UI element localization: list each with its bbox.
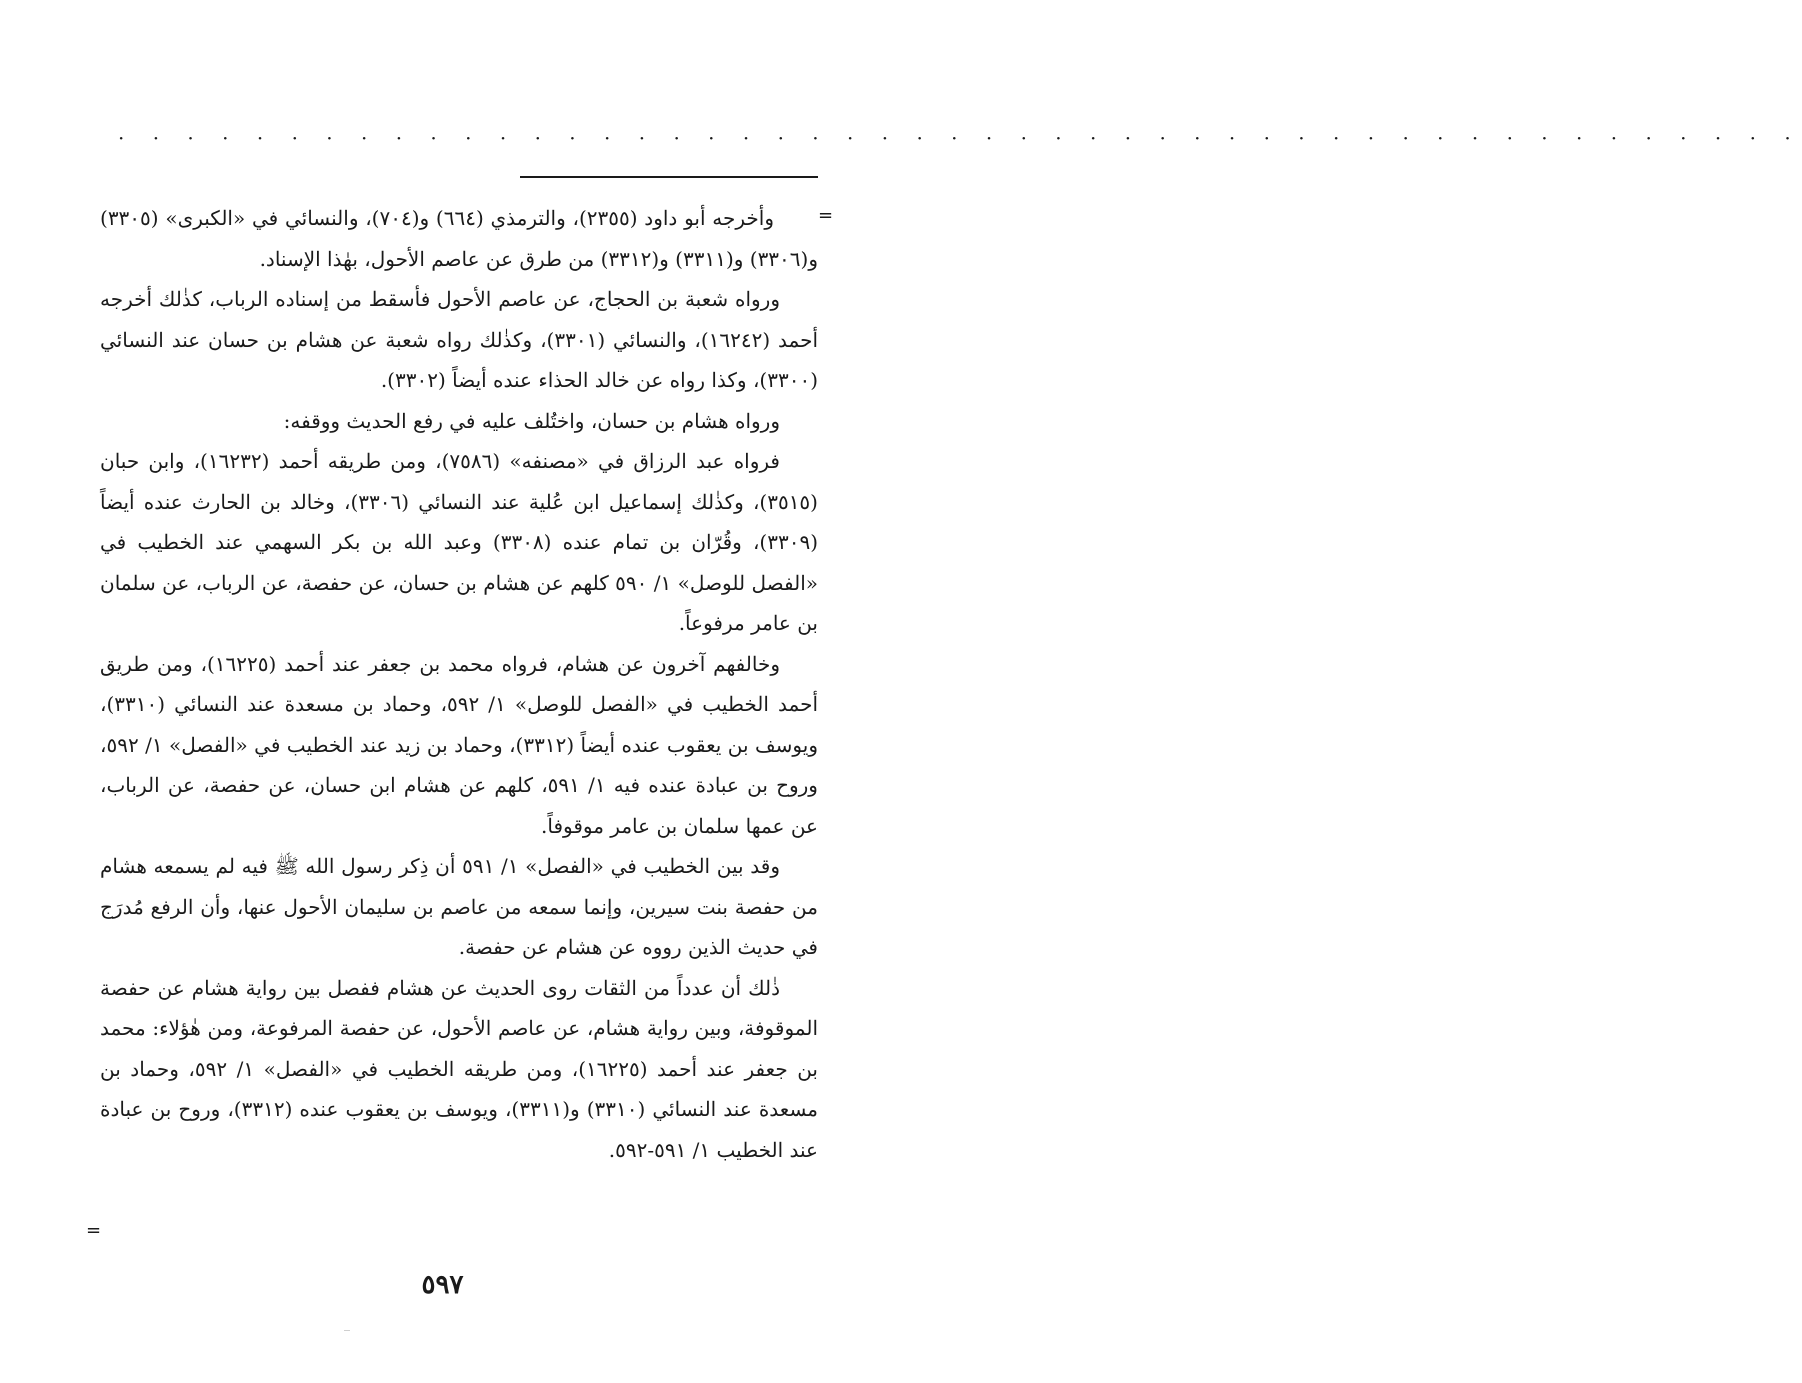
page-number: ٥٩٧ (421, 1270, 464, 1300)
paragraph-1: وأخرجه أبو داود (٢٣٥٥)، والترمذي (٦٦٤) و(٧٠٤)، والنسائي في «الكبرى» (٣٣٠٥) و(٣٣٠٦) و(٣٣١١) و(٣٣١٢) من طرق عن عاصم الأحول، بهٰذا الإسناد. (100, 206, 818, 271)
paragraph-4: فرواه عبد الرزاق في «مصنفه» (٧٥٨٦)، ومن طريقه أحمد (١٦٢٣٢)، وابن حبان (٣٥١٥)، وكذٰلك إسماعيل ابن عُلية عند النسائي (٣٣٠٦)، وخالد بن الحارث عنده أيضاً (٣٣٠٩)، وقُرّان بن تمام عنده (٣٣٠٨) وعبد الله بن بكر السهمي عند الخطيب في «الفصل للوصل» ١/ ٥٩٠ كلهم عن هشام بن حسان، عن حفصة، عن الرباب، عن سلمان بن عامر مرفوعاً. (100, 449, 819, 635)
paragraph-5: وخالفهم آخرون عن هشام، فرواه محمد بن جعفر عند أحمد (١٦٢٢٥)، ومن طريق أحمد الخطيب في «الفصل للوصل» ١/ ٥٩٢، وحماد بن مسعدة عند النسائي (٣٣١٠)، ويوسف بن يعقوب عنده أيضاً (٣٣١٢)، وحماد بن زيد عند الخطيب في «الفصل» ١/ ٥٩٢، وروح بن عبادة عنده فيه ١/ ٥٩١، كلهم عن هشام ابن حسان، عن حفصة، عن الرباب، عن عمها سلمان بن عامر موقوفاً. (100, 651, 819, 838)
footnote-body (100, 198, 818, 1170)
paragraph-6: وقد بين الخطيب في «الفصل» ١/ ٥٩١ أن ذِكر رسول الله ﷺ فيه لم يسمعه هشام من حفصة بنت سيرين، وإنما سمعه من عاصم بن سليمان الأحول عنها، وأن الرفع مُدرَج في حديث الذين رووه عن هشام عن حفصة. (100, 854, 818, 959)
continuation-mark-bottom: = (86, 1220, 102, 1241)
footnote-rule (520, 176, 818, 178)
paragraph-3: ورواه هشام بن حسان، واختُلف عليه في رفع الحديث ووقفه: (283, 408, 780, 433)
continuation-mark-top: = (818, 205, 834, 226)
paragraph-2: ورواه شعبة بن الحجاج، عن عاصم الأحول فأسقط من إسناده الرباب، كذٰلك أخرجه أحمد (١٦٢٤٢)، والنسائي (٣٣٠١)، وكذٰلك رواه شعبة عن هشام بن حسان عند النسائي (٣٣٠٠)، وكذا رواه عن خالد الحذاء عنده أيضاً (٣٣٠٢). (100, 287, 818, 392)
scan-mark (344, 1330, 350, 1331)
footnote-separator-dots: · · · · · · · · · · · · · · · · · · · · · · · · · · · · · · · · · · · · · · · · · · · · · · · · · (118, 126, 1802, 150)
paragraph-7: ذٰلك أن عدداً من الثقات روى الحديث عن هشام ففصل بين رواية هشام عن حفصة الموقوفة، وبين رواية هشام، عن عاصم الأحول، عن حفصة المرفوعة، ومن هٰؤلاء: محمد بن جعفر عند أحمد (١٦٢٢٥)، ومن طريقه الخطيب في «الفصل» ١/ ٥٩٢، وحماد بن مسعدة عند النسائي (٣٣١٠) و(٣٣١١)، ويوسف بن يعقوب عنده (٣٣١٢)، وروح بن عبادة عند الخطيب ١/ ٥٩١-٥٩٢. (100, 975, 819, 1162)
